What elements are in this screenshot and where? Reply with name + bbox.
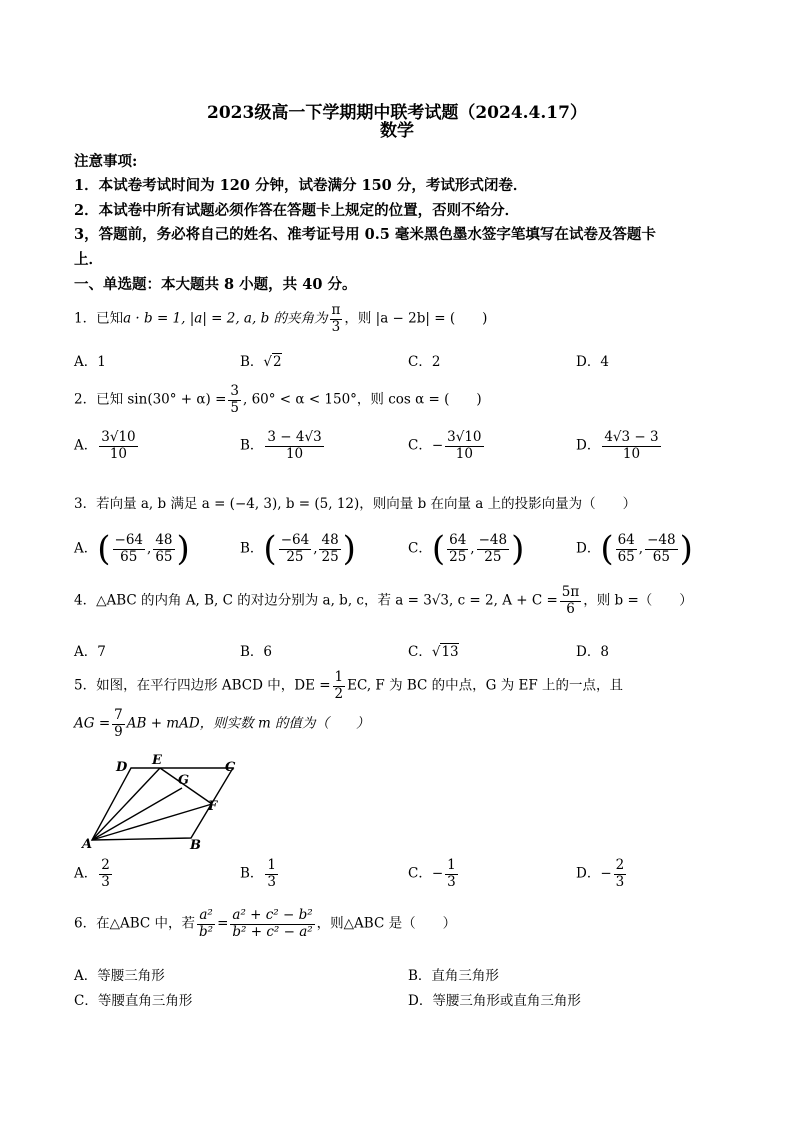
label-b: B <box>190 838 201 852</box>
question-1: 1．已知a · b = 1, |a| = 2, a, b 的夹角为 $\frac{\pi}{3}$ ，则 |a − 2b| = ( ) <box>74 302 488 335</box>
q6-option-a: A．等腰三角形 <box>74 968 165 984</box>
q4-option-a: A．7 <box>74 644 106 660</box>
question-2: 2．已知 sin(30° + α) = $\frac{3}{5}$ , 60° < α < 150°，则 cos α = ( ) <box>74 383 482 416</box>
segment-af <box>92 804 212 840</box>
q3-option-d: D．( $\frac{64}{65}$ , $\frac{-48}{65}$ ) <box>576 529 693 569</box>
q4-option-c: C．√13 <box>408 644 459 660</box>
q6-option-d: D．等腰三角形或直角三角形 <box>408 993 581 1009</box>
label-e: E <box>152 753 162 768</box>
question-5-line1: 5．如图，在平行四边形 ABCD 中，DE = $\frac{1}{2}$ EC, F 为 BC 的中点，G 为 EF 上的一点，且 <box>74 669 624 702</box>
q3-option-a: A．( $\frac{-64}{65}$ , $\frac{48}{65}$ ) <box>74 529 190 569</box>
notice-item-1: 1．本试卷考试时间为 120 分钟，试卷满分 150 分，考试形式闭卷． <box>74 177 528 194</box>
subject-title: 数学 <box>380 121 414 141</box>
q2-option-b: B． $\frac{3 - 4√3}{10}$ <box>240 429 322 462</box>
q5-option-a: A． $\frac{2}{3}$ <box>74 857 110 890</box>
label-d: D <box>116 760 128 775</box>
label-c: C <box>225 760 236 775</box>
question-5-line2: AG = $\frac{7}{9}$ AB + mAD，则实数 m 的值为（ ） <box>74 707 370 740</box>
label-f: F <box>208 799 218 814</box>
q6-option-c: C．等腰直角三角形 <box>74 993 193 1009</box>
notice-item-3: 3，答题前，务必将自己的姓名、准考证号用 0.5 毫米黑色墨水签字笔填写在试卷及答题卡 <box>74 226 656 243</box>
q1-option-a: A．1 <box>74 354 106 370</box>
parallelogram-figure <box>80 752 250 852</box>
question-3: 3．若向量 a, b 满足 a = (−4, 3), b = (5, 12)，则向量 b 在向量 a 上的投影向量为（ ） <box>74 496 637 512</box>
q1-option-c: C．2 <box>408 354 441 370</box>
notice-item-3-cont: 上． <box>74 251 103 268</box>
q4-option-d: D．8 <box>576 644 609 660</box>
q5-option-d: D．− $\frac{2}{3}$ <box>576 857 625 890</box>
question-6: 6．在△ABC 中，若 $\frac{\text{a²}}{\text{b²}}$ = $\frac{\text{a² + c² − b²}}{\text{b² + c² − a²}}$ ，则△ABC 是（ ） <box>74 907 457 940</box>
q1-option-d: D．4 <box>576 354 609 370</box>
exam-title: 2023级高一下学期期中联考试题（2024.4.17） <box>207 103 587 123</box>
q4-option-b: B．6 <box>240 644 273 660</box>
notice-heading: 注意事项: <box>74 153 138 170</box>
notice-item-2: 2．本试卷中所有试题必须作答在答题卡上规定的位置，否则不给分． <box>74 202 520 219</box>
label-g: G <box>178 773 190 788</box>
q3-option-b: B．( $\frac{-64}{25}$ , $\frac{48}{25}$ ) <box>240 529 356 569</box>
q1-option-b: B．√2 <box>240 354 282 370</box>
q5-option-c: C．− $\frac{1}{3}$ <box>408 857 456 890</box>
q2-option-a: A． $\frac{3√10}{10}$ <box>74 429 136 462</box>
q5-option-b: B． $\frac{1}{3}$ <box>240 857 277 890</box>
question-4: 4．△ABC 的内角 A, B, C 的对边分别为 a, b, c，若 a = 3√3, c = 2, A + C = $\frac{5\pi}{6}$ ，则 b =（ ） <box>74 584 693 617</box>
q2-option-d: D． $\frac{4√3 - 3}{10}$ <box>576 429 659 462</box>
label-a: A <box>82 837 93 852</box>
section-heading: 一、单选题：本大题共 8 小题，共 40 分。 <box>74 276 357 293</box>
q6-option-b: B．直角三角形 <box>408 968 499 984</box>
q3-option-c: C．( $\frac{64}{25}$ , $\frac{-48}{25}$ ) <box>408 529 525 569</box>
q2-option-c: C．− $\frac{3√10}{10}$ <box>408 429 482 462</box>
